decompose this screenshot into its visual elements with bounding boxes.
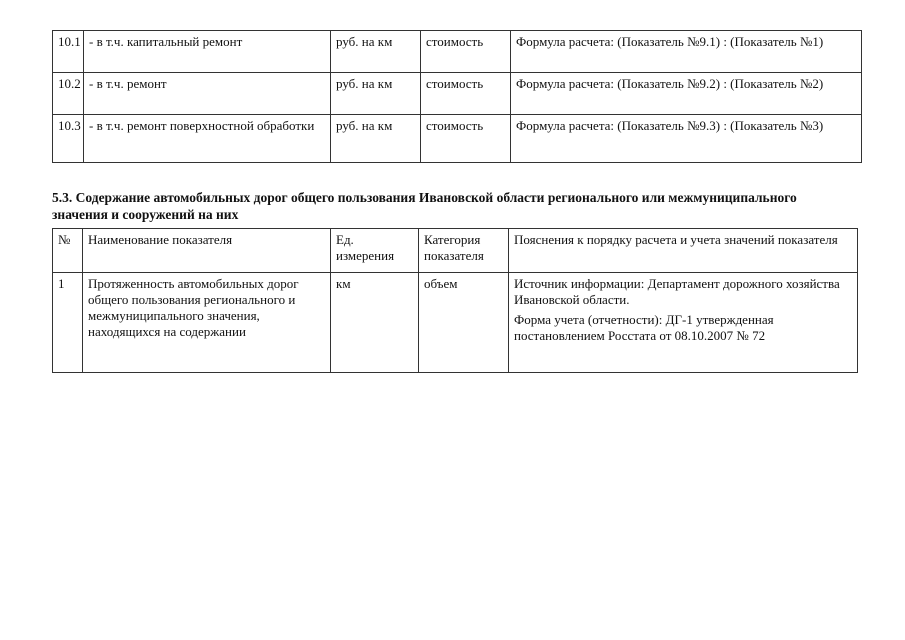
section-heading: 5.3. Содержание автомобильных дорог общего пользования Ивановской области регионального или межмуниципального значения и сооружений на них	[52, 190, 797, 222]
unit: км	[331, 273, 419, 373]
unit: руб. на км	[331, 115, 421, 163]
table-row	[53, 273, 858, 373]
row-number: 1	[53, 273, 83, 373]
unit: руб. на км	[331, 73, 421, 115]
table-header-row	[53, 229, 858, 273]
table-row	[53, 115, 862, 163]
unit: руб. на км	[331, 31, 421, 73]
indicators-table-continued	[52, 30, 862, 163]
calculation-note: Формула расчета: (Показатель №9.3) : (Показатель №3)	[511, 115, 862, 163]
reporting-form: Форма учета (отчетности): ДГ-1 утвержденная постановлением Росстата от 08.10.2007 № 72	[514, 312, 774, 343]
calculation-note: Формула расчета: (Показатель №9.2) : (Показатель №2)	[511, 73, 862, 115]
row-number: 10.3	[53, 115, 84, 163]
calculation-note: Формула расчета: (Показатель №9.1) : (Показатель №1)	[511, 31, 862, 73]
header-category: Категория показателя	[419, 229, 509, 273]
category: стоимость	[421, 73, 511, 115]
header-name: Наименование показателя	[83, 229, 331, 273]
header-unit: Ед. измерения	[331, 229, 419, 273]
maintenance-indicators-table	[52, 228, 858, 373]
information-source: Источник информации: Департамент дорожного хозяйства Ивановской области.	[514, 276, 840, 307]
category: стоимость	[421, 31, 511, 73]
indicator-name: - в т.ч. ремонт	[84, 73, 331, 115]
header-number: №	[53, 229, 83, 273]
table-row	[53, 31, 862, 73]
table-row	[53, 73, 862, 115]
indicator-name: - в т.ч. ремонт поверхностной обработки	[84, 115, 331, 163]
indicator-name: - в т.ч. капитальный ремонт	[84, 31, 331, 73]
row-number: 10.1	[53, 31, 84, 73]
header-notes: Пояснения к порядку расчета и учета значений показателя	[509, 229, 858, 273]
row-number: 10.2	[53, 73, 84, 115]
category: стоимость	[421, 115, 511, 163]
category: объем	[419, 273, 509, 373]
indicator-name: Протяженность автомобильных дорог общего пользования регионального и межмуниципального значения, находящихся на содержании	[83, 273, 331, 373]
calculation-note	[509, 273, 858, 373]
